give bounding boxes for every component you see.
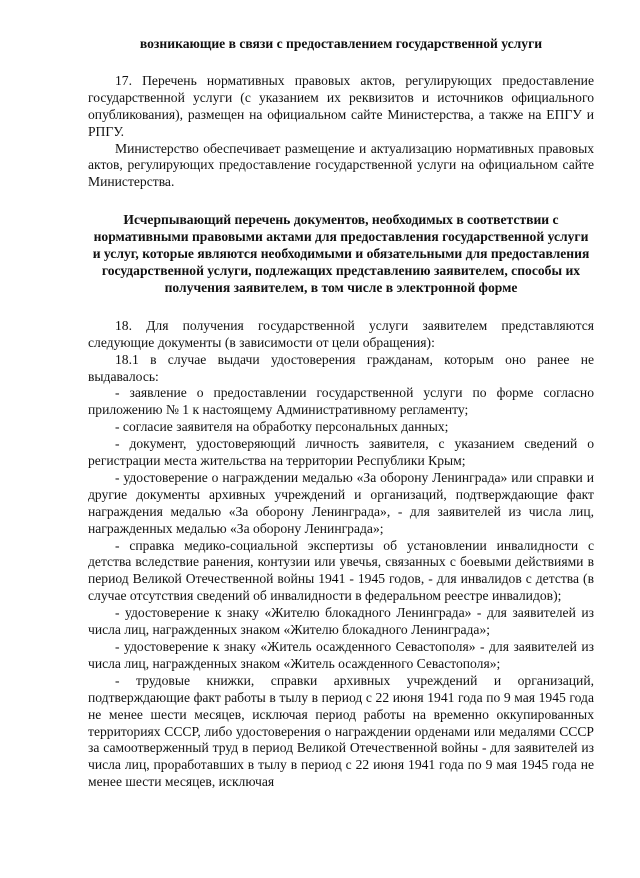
- list-item-leningrad-medal: - удостоверение о награждении медалью «За оборону Ленинграда» или справки и другие документы архивных учреждений и организаций, подтверждающие факт награждения медалью «За оборону Ленинграда», - для заявителей из числа лиц, награжденных медалью «За оборону Ленинграда»;: [88, 469, 594, 536]
- paragraph-18-1: 18.1 в случае выдачи удостоверения гражданам, которым оно ранее не выдавалось:: [88, 351, 594, 384]
- paragraph-ministry: Министерство обеспечивает размещение и актуализацию нормативных правовых актов, регулирующих предоставление государственной услуги на официальном сайте Министерства.: [88, 140, 594, 190]
- list-item-work-records: - трудовые книжки, справки архивных учреждений и организаций, подтверждающие факт работы в тылу в период с 22 июня 1941 года по 9 мая 1945 года не менее шести месяцев, исключая период работы на временно оккупированных территориях СССР, либо удостоверения о награждении орденами или медалями СССР за самоотверженный труд в период Великой Отечественной войны - для заявителей из числа лиц, проработавших в тылу в период с 22 июня 1941 года по 9 мая 1945 года не менее шести месяцев, исключая: [88, 672, 594, 790]
- list-item-consent: - согласие заявителя на обработку персональных данных;: [115, 419, 449, 435]
- list-item-sevastopol-badge: - удостоверение к знаку «Житель осажденного Севастополя» - для заявителей из числа лиц, награжденных знаком «Житель осажденного Севастополя»;: [88, 639, 594, 671]
- document-page: [88, 36, 594, 791]
- list-item-blockade-badge: - удостоверение к знаку «Жителю блокадного Ленинграда» - для заявителей из числа лиц, награжденных знаком «Жителю блокадного Ленинграда»;: [88, 605, 594, 638]
- paragraph-18: 18. Для получения государственной услуги заявителем представляются следующие документы (в зависимости от цели обращения):: [88, 317, 594, 350]
- paragraph-17: 17. Перечень нормативных правовых актов, регулирующих предоставление государственной услуги (с указанием их реквизитов и источников официального опубликования), размещен на официальном сайте Министерства, а также на ЕПГУ и РПГУ.: [88, 72, 594, 139]
- list-item-identity: - документ, удостоверяющий личность заявителя, с указанием сведений о регистрации места жительства на территории Республики Крым;: [88, 436, 594, 469]
- list-item-application: - заявление о предоставлении государственной услуги по форме согласно приложению № 1 к настоящему Административному регламенту;: [88, 385, 594, 418]
- section-heading-top: возникающие в связи с предоставлением государственной услуги: [139, 36, 543, 51]
- section-heading-documents: Исчерпывающий перечень документов, необходимых в соответствии с нормативными правовыми актами для предоставления государственной услуги и услуг, которые являются необходимыми и обязательными для предоставления государственной услуги, подлежащих представлению заявителем, способы их получения заявителем, в том числе в электронной форме: [92, 212, 590, 295]
- list-item-disability: - справка медико-социальной экспертизы об установлении инвалидности с детства вследствие ранения, контузии или увечья, связанных с боевыми действиями в период Великой Отечественной войны 1941 - 1945 годов, - для инвалидов с детства (в случае отсутствия сведений об инвалидности в федеральном реестре инвалидов);: [88, 537, 594, 604]
